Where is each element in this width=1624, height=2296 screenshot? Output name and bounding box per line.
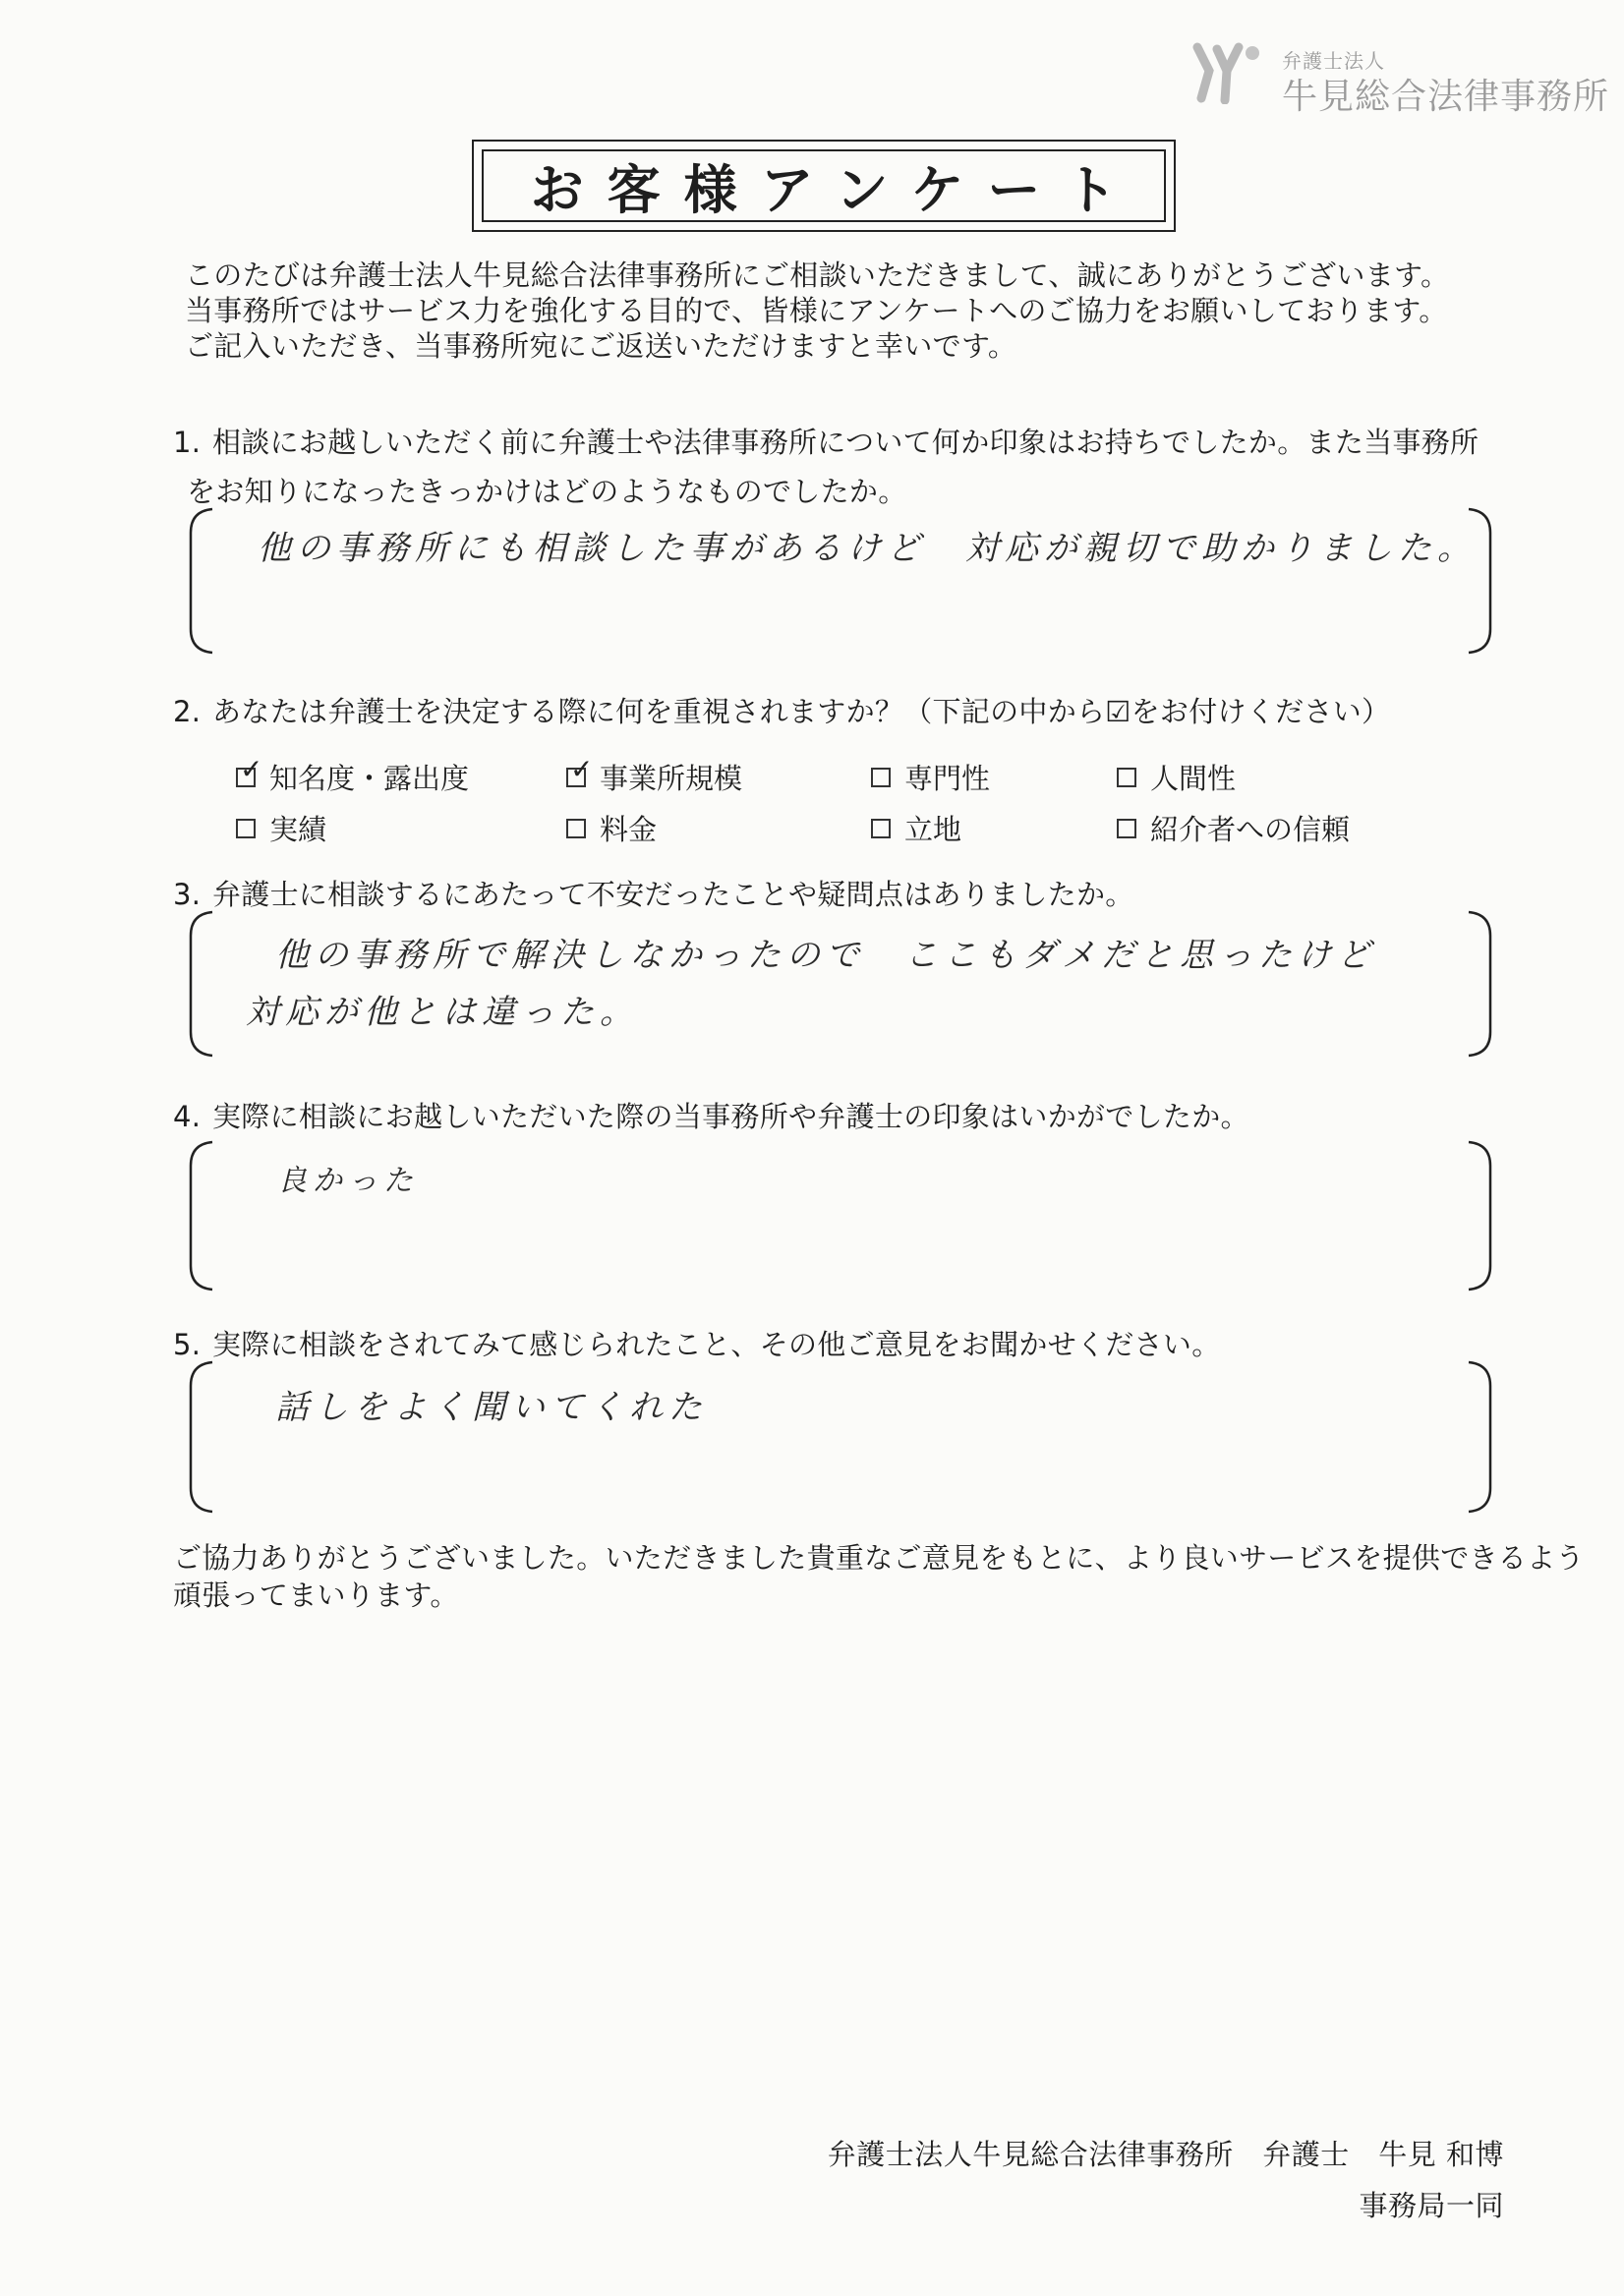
option-label: 紹介者への信頼	[1150, 813, 1351, 846]
signature-line-2: 事務局一同	[1359, 2189, 1504, 2222]
option-label: 知名度・露出度	[269, 762, 470, 795]
answer-3-bracket-right	[1465, 910, 1494, 1058]
option-personality[interactable]	[1117, 757, 1236, 797]
question-1	[173, 421, 1479, 461]
checkbox[interactable]	[871, 819, 891, 838]
option-expertise[interactable]	[871, 757, 990, 797]
question-text: あなたは弁護士を決定する際に何を重視されますか？（下記の中から☑をお付けください）	[212, 695, 1391, 728]
check-mark-icon: ✓	[240, 752, 263, 785]
answer-5-bracket-left	[187, 1360, 216, 1514]
checkbox-checked[interactable]	[236, 752, 263, 787]
answer-4-text[interactable]: 良かった	[277, 1164, 419, 1198]
option-office-size[interactable]	[566, 752, 743, 797]
checkbox[interactable]	[1117, 819, 1136, 838]
option-label: 実績	[269, 813, 327, 846]
checkbox[interactable]	[566, 819, 586, 838]
question-text: 実際に相談をされてみて感じられたこと、その他ご意見をお聞かせください。	[212, 1328, 1221, 1361]
question-5	[173, 1323, 1221, 1363]
answer-3-bracket-left	[187, 910, 216, 1058]
question-2	[173, 690, 1390, 730]
answer-1-text[interactable]: 他の事務所にも相談した事があるけど 対応が親切で助かりました。	[258, 529, 1477, 568]
option-location[interactable]	[871, 808, 961, 848]
checkbox[interactable]	[871, 768, 891, 787]
option-name-recognition[interactable]	[236, 752, 470, 797]
option-label: 人間性	[1150, 762, 1237, 795]
question-text: 実際に相談にお越しいただいた際の当事務所や弁護士の印象はいかがでしたか。	[212, 1100, 1249, 1133]
question-text: 弁護士に相談するにあたって不安だったことや疑問点はありましたか。	[212, 878, 1134, 911]
question-number: 1.	[173, 426, 202, 459]
question-4	[173, 1095, 1249, 1135]
logo-subtitle: 弁護士法人	[1282, 49, 1385, 73]
answer-3-text-line-2[interactable]: 対応が他とは違った。	[246, 993, 639, 1032]
check-mark-icon: ✓	[570, 752, 594, 785]
intro-line-3: ご記入いただき、当事務所宛にご返送いただけますと幸いです。	[185, 329, 1017, 363]
answer-1-bracket-left	[187, 507, 216, 655]
firm-logo	[1188, 41, 1610, 120]
answer-3-text-line-1[interactable]: 他の事務所で解決しなかったので ここもダメだと思ったけど	[275, 936, 1376, 975]
answer-5-bracket-right	[1465, 1360, 1494, 1514]
option-label: 立地	[904, 813, 962, 846]
checkbox[interactable]	[236, 819, 256, 838]
option-label: 事業所規模	[600, 762, 743, 795]
question-text: 相談にお越しいただく前に弁護士や法律事務所について何か印象はお持ちでしたか。また当事務所	[212, 426, 1479, 459]
question-number: 5.	[173, 1328, 202, 1361]
title-frame	[472, 140, 1176, 232]
option-label: 専門性	[904, 762, 991, 795]
option-label: 料金	[600, 813, 658, 846]
question-1-line-2: をお知りになったきっかけはどのようなものでしたか。	[187, 475, 907, 508]
intro-line-1: このたびは弁護士法人牛見総合法律事務所にご相談いただきまして、誠にありがとうございます。	[185, 258, 1450, 292]
answer-4-bracket-left	[187, 1140, 216, 1292]
answer-5-text[interactable]: 話しをよく聞いてくれた	[275, 1388, 708, 1427]
intro-line-2: 当事務所ではサービス力を強化する目的で、皆様にアンケートへのご協力をお願いしております。	[185, 294, 1448, 327]
option-referrer-trust[interactable]	[1117, 808, 1350, 848]
closing-line-2: 頑張ってまいります。	[173, 1578, 459, 1612]
signature-line-1: 弁護士法人牛見総合法律事務所 弁護士 牛見 和博	[827, 2138, 1504, 2171]
question-3	[173, 873, 1134, 913]
question-number: 3.	[173, 878, 202, 911]
checkbox-checked[interactable]	[566, 752, 594, 787]
option-track-record[interactable]	[236, 808, 326, 848]
answer-4-bracket-right	[1465, 1140, 1494, 1292]
question-number: 2.	[173, 695, 202, 728]
logo-name: 牛見総合法律事務所	[1282, 77, 1610, 117]
closing-line-1: ご協力ありがとうございました。いただきました貴重なご意見をもとに、より良いサービスを提供できるよう	[173, 1541, 1585, 1575]
option-fee[interactable]	[566, 808, 657, 848]
question-number: 4.	[173, 1100, 202, 1133]
page-title: お客様アンケート	[530, 158, 1141, 221]
logo-mark-icon	[1188, 41, 1266, 104]
checkbox[interactable]	[1117, 768, 1136, 787]
